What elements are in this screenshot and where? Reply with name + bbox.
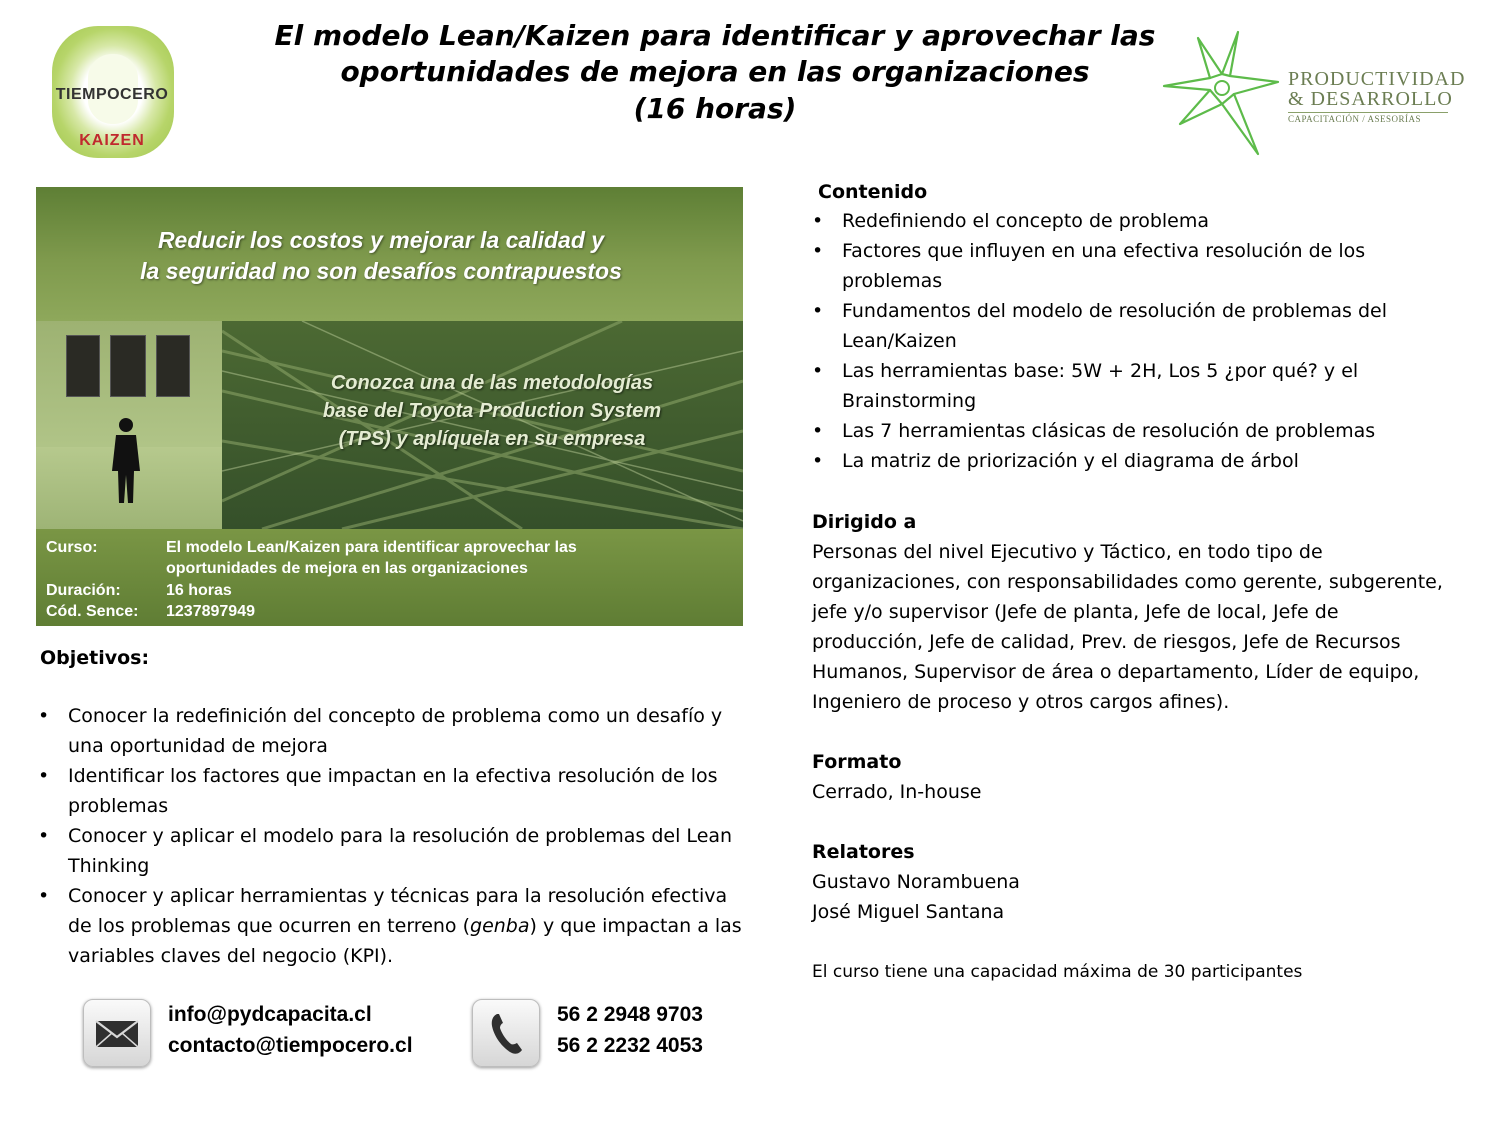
capacidad-text: El curso tiene una capacidad máxima de 30 participantes (812, 962, 1303, 982)
banner-headline-line-1: Reducir los costos y mejorar la calidad y (157, 227, 605, 253)
formato-text: Cerrado, In-house (812, 781, 982, 803)
duracion-label: Duración: (46, 582, 121, 599)
sence-value: 1237897949 (166, 603, 255, 620)
envelope-icon (83, 999, 151, 1067)
banner-subline-3: (TPS) y aplíquela en su empresa (338, 428, 646, 450)
duracion-value: 16 horas (166, 582, 232, 599)
star-logo-icon (1160, 28, 1285, 156)
tiempocero-kaizen-logo (38, 26, 186, 158)
contenido-item: • Fundamentos del modelo de resolución de problemas del Lean/Kaizen (812, 296, 1462, 356)
title-line-2: oportunidades de mejora en las organizaciones (340, 55, 1090, 89)
phone-number[interactable]: 56 2 2948 9703 (557, 1003, 703, 1026)
contact-emails (168, 999, 413, 1061)
objetivo-item-text-after: ) y que impactan a las variables claves del negocio (KPI). (68, 915, 742, 967)
formato-title: Formato (812, 751, 902, 773)
objetivos-title: Objetivos: (40, 647, 150, 669)
banner-subline (292, 369, 692, 453)
businessman-silhouette-icon (36, 321, 222, 529)
banner-headline-area (36, 187, 743, 321)
relator-name: José Miguel Santana (812, 901, 1005, 923)
objetivo-item-text-before: Conocer y aplicar herramientas y técnicas para la resolución efectiva de los problemas que ocurren en terreno ( (68, 885, 728, 937)
objetivo-item (38, 881, 748, 971)
doors-illustration (36, 321, 222, 529)
objetivo-item: • Identificar los factores que impactan en la efectiva resolución de los problemas (38, 761, 748, 821)
phone-number[interactable]: 56 2 2232 4053 (557, 1034, 703, 1057)
logo-tagline-text: CAPACITACIÓN / ASESORÍAS (1288, 114, 1421, 124)
logo-productividad-text: PRODUCTIVIDAD (1288, 68, 1466, 90)
curso-label: Curso: (46, 539, 98, 556)
email-link[interactable]: info@pydcapacita.cl (168, 1003, 372, 1026)
objetivo-item-italic-genba: genba (470, 915, 530, 937)
banner-subline-2: base del Toyota Production System (322, 400, 662, 422)
contenido-list (812, 206, 1462, 476)
objetivo-item: • Conocer la redefinición del concepto de problema como un desafío y una oportunidad de mejora (38, 701, 748, 761)
sence-label: Cód. Sence: (46, 603, 139, 620)
curso-value-line-2: oportunidades de mejora en las organizaciones (166, 560, 528, 577)
relator-name: Gustavo Norambuena (812, 871, 1020, 893)
banner-headline-line-2: la seguridad no son desafíos contrapuestos (140, 258, 622, 285)
curso-value-line-1: El modelo Lean/Kaizen para identificar aprovechar las (166, 539, 577, 556)
banner-headline (36, 225, 726, 287)
banner-course-info (36, 529, 743, 626)
contenido-item: • Factores que influyen en una efectiva resolución de los problemas (812, 236, 1462, 296)
banner-image-area (36, 321, 743, 529)
title-line-3: (16 horas) (633, 91, 797, 125)
email-link[interactable]: contacto@tiempocero.cl (168, 1034, 413, 1057)
course-banner (36, 187, 743, 626)
dirigido-title: Dirigido a (812, 511, 917, 533)
phone-handset-icon (472, 999, 540, 1067)
contenido-title: Contenido (818, 181, 928, 203)
logo-tiempocero-text: TIEMPOCERO (55, 86, 169, 103)
contenido-item: • Las herramientas base: 5W + 2H, Los 5 ¿por qué? y el Brainstorming (812, 356, 1462, 416)
dirigido-text: Personas del nivel Ejecutivo y Táctico, en todo tipo de organizaciones, con responsabilidades como gerente, subgerente, jefe y/o supervisor (Jefe de planta, Jefe de local, Jefe de producción, Jefe de calidad, Prev. de riesgos, Jefe de Recursos Humanos, Supervisor de área o departamento, Líder de equipo, Ingeniero de proceso y otros cargos afines). (812, 541, 1443, 713)
contenido-item: • Redefiniendo el concepto de problema (812, 206, 1462, 236)
contact-phones (557, 999, 703, 1061)
productividad-desarrollo-logo (1160, 28, 1482, 156)
contenido-item: • Las 7 herramientas clásicas de resolución de problemas (812, 416, 1462, 446)
objetivo-item: • Conocer y aplicar el modelo para la resolución de problemas del Lean Thinking (38, 821, 748, 881)
logo-kaizen-text: KAIZEN (79, 132, 145, 149)
page-title (260, 18, 1170, 127)
contenido-item: • La matriz de priorización y el diagrama de árbol (812, 446, 1462, 476)
objetivos-list (38, 701, 748, 971)
banner-subline-1: Conozca una de las metodologías (330, 372, 654, 394)
relatores-title: Relatores (812, 841, 915, 863)
logo-desarrollo-text: & DESARROLLO (1288, 88, 1453, 110)
title-line-1: El modelo Lean/Kaizen para identificar y aprovechar las (274, 19, 1156, 52)
